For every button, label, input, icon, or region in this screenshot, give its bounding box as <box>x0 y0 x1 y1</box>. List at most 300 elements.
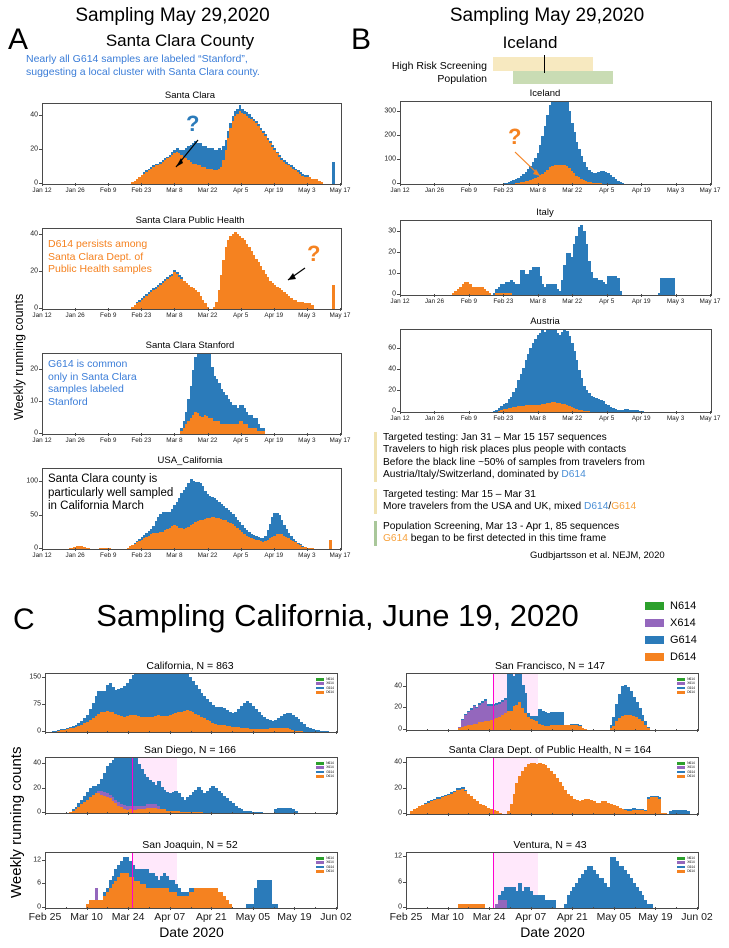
chart-title-a2: Santa Clara Public Health <box>135 215 245 226</box>
mini-legend-row <box>677 869 695 873</box>
x-tick-mark <box>108 433 109 436</box>
chart-title-a4: USA_California <box>157 455 223 466</box>
mini-legend-label: D614 <box>687 869 695 874</box>
bar-segment-x614 <box>95 888 98 900</box>
bar-segment-g614 <box>561 712 564 725</box>
x-tick-label: Mar 22 <box>197 312 218 319</box>
x-tick-mark <box>128 907 129 910</box>
x-minor-tick-mark <box>635 907 636 909</box>
y-tick-mark <box>397 348 400 349</box>
x-minor-tick-mark <box>191 731 192 733</box>
mini-legend-label: G614 <box>687 769 695 774</box>
x-tick-label: Apr 19 <box>264 312 284 319</box>
mini-legend-swatch <box>316 682 324 685</box>
bar-segment-g614 <box>260 128 263 130</box>
x-tick-mark <box>170 812 171 815</box>
x-tick-mark <box>141 308 142 311</box>
y-tick-label: 20 <box>30 365 38 373</box>
y-tick-label: 0 <box>34 179 38 187</box>
mini-legend-swatch <box>316 857 324 860</box>
mini-legend-label: G614 <box>687 864 695 869</box>
y-tick-label: 0 <box>37 808 41 816</box>
y-tick-mark <box>397 390 400 391</box>
x-tick-mark <box>469 411 470 414</box>
bar-segment-d614 <box>584 729 587 730</box>
x-minor-tick-mark <box>274 731 275 733</box>
bar-segment-g614 <box>278 155 281 157</box>
y-tick-mark <box>42 763 45 764</box>
chart-bar <box>481 904 484 908</box>
x-tick-mark <box>108 183 109 186</box>
mini-legend-swatch <box>316 861 324 864</box>
bar-segment-d614 <box>488 293 491 295</box>
mini-legend-swatch <box>316 762 324 765</box>
x-tick-mark <box>340 183 341 186</box>
x-tick-mark <box>141 548 142 551</box>
x-tick-label: Feb 9 <box>100 312 117 319</box>
x-tick-label: May 3 <box>298 552 316 559</box>
chart-bar <box>260 812 263 813</box>
mini-legend-swatch <box>316 771 324 774</box>
legend-label-d614: D614 <box>670 650 697 663</box>
x-tick-mark <box>572 729 573 732</box>
y-tick-label: 20 <box>394 703 402 711</box>
x-tick-mark <box>614 907 615 910</box>
chart-mini-legend <box>676 855 696 875</box>
legend-label-x614: X614 <box>670 616 696 629</box>
y-tick-label: 150 <box>29 673 41 681</box>
x-tick-mark <box>340 548 341 551</box>
chart-c6 <box>406 852 699 909</box>
x-tick-label: Jan 12 <box>32 312 52 319</box>
x-minor-tick-mark <box>315 907 316 909</box>
x-tick-mark <box>274 433 275 436</box>
chart-bar <box>488 293 491 295</box>
x-tick-mark <box>572 907 573 910</box>
x-minor-tick-mark <box>66 731 67 733</box>
x-tick-label: Apr 5 <box>233 187 249 194</box>
x-tick-label: Mar 22 <box>562 298 583 305</box>
textblock-2-accent <box>374 489 377 514</box>
x-tick-mark <box>469 183 470 186</box>
x-tick-mark <box>45 731 46 734</box>
legend-swatch-g614 <box>645 636 664 644</box>
x-minor-tick-mark <box>676 907 677 909</box>
x-minor-tick-mark <box>274 907 275 909</box>
x-tick-label: Apr 07 <box>154 911 186 923</box>
bar-segment-g614 <box>461 787 464 788</box>
tb2-line-1: Targeted testing: Mar 15 – Mar 31 <box>383 489 536 500</box>
panel-b-title: Iceland <box>502 33 558 52</box>
x-tick-label: Apr 19 <box>631 415 651 422</box>
bar-segment-d614 <box>262 431 265 434</box>
bar-segment-g614 <box>257 124 260 126</box>
x-tick-label: Feb 23 <box>131 187 152 194</box>
chart-title-a1: Santa Clara <box>164 90 216 101</box>
mini-legend-swatch <box>677 766 685 769</box>
high-risk-label-line2: Population <box>437 73 487 85</box>
mini-legend-swatch <box>677 861 685 864</box>
y-tick-label: 12 <box>33 856 41 864</box>
y-tick-label: 0 <box>398 809 402 817</box>
y-tick-mark <box>403 882 406 883</box>
x-tick-label: Jan 12 <box>32 187 52 194</box>
x-tick-mark <box>336 907 337 910</box>
panel-a-note-orange <box>48 238 152 276</box>
x-tick-label: Apr 21 <box>556 911 588 923</box>
x-tick-mark <box>448 907 449 910</box>
y-tick-label: 0 <box>34 544 38 552</box>
d614-token: D614 <box>561 469 586 481</box>
x-tick-label: Mar 10 <box>431 911 464 923</box>
mini-legend-label: N614 <box>326 856 334 860</box>
x-tick-mark <box>572 294 573 297</box>
x-minor-tick-mark <box>468 813 469 815</box>
panel-c-ylabel: Weekly running counts <box>8 746 25 898</box>
y-tick-label: 0 <box>392 179 396 187</box>
bar-segment-g614 <box>271 145 274 147</box>
y-tick-label: 12 <box>394 852 402 860</box>
x-tick-mark <box>697 907 698 910</box>
chart-bar <box>274 904 277 908</box>
x-tick-mark <box>141 433 142 436</box>
x-tick-mark <box>434 183 435 186</box>
x-tick-mark <box>170 907 171 910</box>
x-tick-mark <box>538 411 539 414</box>
tb2-line-2: More travelers from the USA and UK, mixed D614/G614 <box>383 501 637 513</box>
x-tick-mark <box>274 183 275 186</box>
y-tick-mark <box>397 231 400 232</box>
y-tick-mark <box>39 115 42 116</box>
chart-mini-legend <box>315 676 335 696</box>
mini-legend-row <box>677 774 695 778</box>
x-tick-label: May 17 <box>329 312 351 319</box>
x-tick-label: Feb 9 <box>100 187 117 194</box>
x-tick-label: Apr 5 <box>599 187 615 194</box>
x-tick-mark <box>340 433 341 436</box>
x-tick-label: Jan 12 <box>390 415 410 422</box>
x-tick-mark <box>307 548 308 551</box>
x-tick-mark <box>572 411 573 414</box>
x-tick-mark <box>174 433 175 436</box>
x-tick-mark <box>208 433 209 436</box>
x-tick-mark <box>641 294 642 297</box>
x-tick-label: May 17 <box>699 298 721 305</box>
x-tick-label: Feb 25 <box>389 911 423 923</box>
x-tick-mark <box>676 411 677 414</box>
bar-segment-g614 <box>524 693 527 713</box>
x-tick-label: Apr 19 <box>264 552 284 559</box>
y-tick-label: 75 <box>33 700 41 708</box>
chart-bar <box>658 797 661 814</box>
x-minor-tick-mark <box>635 729 636 731</box>
x-tick-label: Mar 22 <box>562 187 583 194</box>
x-tick-label: Apr 5 <box>233 437 249 444</box>
x-tick-mark <box>75 183 76 186</box>
chart-title-c5: Santa Clara Dept. of Public Health, N = 164 <box>448 744 652 756</box>
chart-title-a3: Santa Clara Stanford <box>145 340 235 351</box>
x-tick-mark <box>489 907 490 910</box>
x-tick-mark <box>241 433 242 436</box>
mini-legend-label: X614 <box>687 681 695 686</box>
y-tick-mark <box>39 149 42 150</box>
mini-legend-label: N614 <box>687 677 695 681</box>
panel-a-header: Sampling May 29,2020 <box>75 5 270 26</box>
x-tick-mark <box>538 294 539 297</box>
legend-row-g614 <box>645 632 697 647</box>
x-tick-mark <box>531 729 532 732</box>
bar-segment-g614 <box>484 699 487 701</box>
x-tick-label: Jan 12 <box>32 552 52 559</box>
tb1-line-3: Before the black line ~50% of samples from travelers from <box>383 456 645 468</box>
bar-segment-g614 <box>260 812 263 813</box>
x-tick-mark <box>75 548 76 551</box>
x-minor-tick-mark <box>427 813 428 815</box>
panel-c-title: Sampling California, June 19, 2020 <box>96 598 579 633</box>
y-tick-label: 0 <box>398 903 402 911</box>
x-tick-mark <box>434 411 435 414</box>
note-orange-line-2: Santa Clara Dept. of <box>48 250 144 263</box>
y-tick-mark <box>39 481 42 482</box>
x-minor-tick-mark <box>274 812 275 814</box>
bar-segment-g614 <box>262 131 265 133</box>
x-tick-label: Mar 10 <box>70 911 103 923</box>
y-tick-mark <box>39 271 42 272</box>
x-minor-tick-mark <box>593 907 594 909</box>
y-tick-label: 10 <box>30 397 38 405</box>
chart-bar <box>650 904 653 908</box>
x-tick-mark <box>531 907 532 910</box>
magenta-marker-line <box>493 853 494 908</box>
x-tick-mark <box>614 813 615 816</box>
panel-a-note-blue2 <box>48 358 137 408</box>
g614-token-1: G614 <box>611 501 637 513</box>
x-tick-mark <box>607 294 608 297</box>
x-tick-label: May 3 <box>666 298 685 305</box>
mini-legend-label: D614 <box>687 774 695 779</box>
tb1-line-1: Targeted testing: Jan 31 – Mar 15 157 sequences <box>383 432 607 443</box>
chart-b2 <box>400 220 712 296</box>
x-tick-label: Jan 12 <box>390 298 410 305</box>
x-tick-mark <box>448 813 449 816</box>
note-black-line-2: particularly well sampled <box>48 486 174 499</box>
x-tick-label: May 17 <box>699 187 721 194</box>
mini-legend-label: X614 <box>326 681 334 686</box>
x-tick-mark <box>572 183 573 186</box>
y-tick-mark <box>397 111 400 112</box>
x-tick-label: Apr 5 <box>233 312 249 319</box>
bar-segment-g614 <box>644 721 647 724</box>
mini-legend-label: D614 <box>326 869 334 874</box>
x-tick-label: Jan 26 <box>65 437 85 444</box>
x-tick-mark <box>42 548 43 551</box>
mini-legend-swatch <box>316 775 324 778</box>
textblock-3-accent <box>374 521 377 546</box>
x-tick-mark <box>655 907 656 910</box>
x-tick-mark <box>607 183 608 186</box>
y-tick-label: 0 <box>398 725 402 733</box>
x-tick-label: Apr 5 <box>233 552 249 559</box>
textblock-1-accent <box>374 432 377 482</box>
note-blue2-line-2: only in Santa Clara <box>48 370 137 383</box>
x-tick-mark <box>294 731 295 734</box>
y-tick-label: 40 <box>394 682 402 690</box>
x-tick-mark <box>406 729 407 732</box>
x-minor-tick-mark <box>149 907 150 909</box>
chart-title-b2: Italy <box>536 207 554 218</box>
x-tick-mark <box>710 183 711 186</box>
bar-segment-g614 <box>658 797 661 798</box>
mini-legend-swatch <box>677 771 685 774</box>
bar-segment-g614 <box>578 725 581 726</box>
y-tick-mark <box>39 369 42 370</box>
bar-segment-g614 <box>176 272 179 274</box>
y-tick-mark <box>397 252 400 253</box>
bar-segment-g614 <box>332 162 335 184</box>
mini-legend-row <box>316 869 334 873</box>
chart-title-c1: California, N = 863 <box>146 660 234 672</box>
x-tick-mark <box>141 183 142 186</box>
bar-segment-d614 <box>647 728 650 730</box>
x-tick-mark <box>42 183 43 186</box>
chart-title-c4: San Francisco, N = 147 <box>494 660 605 672</box>
x-tick-mark <box>406 813 407 816</box>
x-tick-mark <box>572 813 573 816</box>
x-minor-tick-mark <box>510 813 511 815</box>
x-tick-mark <box>641 411 642 414</box>
mini-legend-label: X614 <box>687 860 695 865</box>
chart-bar <box>687 811 690 814</box>
y-tick-label: 6 <box>37 879 41 887</box>
mini-legend-label: N614 <box>326 761 334 765</box>
x-tick-mark <box>42 308 43 311</box>
chart-c5 <box>406 757 699 815</box>
x-tick-mark <box>676 183 677 186</box>
x-minor-tick-mark <box>149 731 150 733</box>
mini-legend-swatch <box>677 870 685 873</box>
x-minor-tick-mark <box>107 731 108 733</box>
mini-legend-swatch <box>677 691 685 694</box>
x-tick-mark <box>406 907 407 910</box>
chart-bar <box>664 813 667 814</box>
x-tick-mark <box>208 308 209 311</box>
x-tick-mark <box>211 812 212 815</box>
x-tick-mark <box>128 812 129 815</box>
chart-mini-legend <box>315 855 335 875</box>
x-tick-mark <box>87 907 88 910</box>
x-minor-tick-mark <box>635 813 636 815</box>
x-tick-label: Apr 5 <box>599 298 615 305</box>
x-tick-mark <box>400 183 401 186</box>
high-risk-bar-green <box>513 71 613 84</box>
chart-bar <box>619 291 622 295</box>
y-tick-label: 20 <box>30 145 38 153</box>
chart-bar <box>553 900 556 908</box>
question-mark-a1: ? <box>186 111 200 136</box>
question-mark-a2: ? <box>307 241 321 266</box>
x-tick-mark <box>241 548 242 551</box>
chart-mini-legend <box>315 760 335 780</box>
y-tick-label: 20 <box>33 784 41 792</box>
x-tick-mark <box>42 433 43 436</box>
x-tick-label: Mar 8 <box>529 298 546 305</box>
x-tick-label: May 05 <box>596 911 632 923</box>
mini-legend-row <box>316 690 334 694</box>
y-tick-mark <box>397 135 400 136</box>
x-tick-mark <box>614 729 615 732</box>
panel-a-note-blue-line1: Nearly all G614 samples are labeled “Stanford”, <box>26 53 248 65</box>
mini-legend-label: D614 <box>326 690 334 695</box>
bar-segment-d614 <box>329 540 332 549</box>
x-tick-mark <box>211 907 212 910</box>
y-tick-label: 40 <box>30 111 38 119</box>
chart-title-c2: San Diego, N = 166 <box>144 744 236 756</box>
mini-legend-swatch <box>316 691 324 694</box>
panel-c-xlabel-left: Date 2020 <box>159 924 224 940</box>
mini-legend-swatch <box>677 857 685 860</box>
x-minor-tick-mark <box>107 907 108 909</box>
mini-legend-label: N614 <box>326 677 334 681</box>
x-tick-label: Mar 8 <box>166 437 183 444</box>
bar-segment-g614 <box>672 278 675 295</box>
bar-segment-g614 <box>553 900 556 908</box>
y-tick-mark <box>403 762 406 763</box>
x-tick-mark <box>253 907 254 910</box>
x-tick-label: Jan 26 <box>65 552 85 559</box>
y-tick-mark <box>42 704 45 705</box>
x-minor-tick-mark <box>107 812 108 814</box>
x-tick-label: May 17 <box>329 437 351 444</box>
chart-bar <box>584 729 587 730</box>
x-tick-label: May 17 <box>329 552 351 559</box>
panel-b-header: Sampling May 29,2020 <box>449 5 645 26</box>
x-tick-label: Mar 24 <box>472 911 506 923</box>
panel-letter-a: A <box>8 23 29 56</box>
panel-a-note-black <box>48 473 173 514</box>
y-tick-mark <box>42 677 45 678</box>
panel-b-citation: Gudbjartsson et al. NEJM, 2020 <box>530 550 665 561</box>
x-tick-mark <box>710 294 711 297</box>
y-tick-label: 50 <box>30 511 38 519</box>
x-tick-label: Jan 12 <box>390 187 410 194</box>
legend-label-n614: N614 <box>670 599 697 612</box>
high-risk-label-line1: High Risk Screening <box>391 60 487 72</box>
chart-title-c3: San Joaquin, N = 52 <box>142 839 238 851</box>
note-blue2-line-4: Stanford <box>48 395 88 408</box>
bar-segment-g614 <box>262 428 265 431</box>
y-tick-mark <box>397 369 400 370</box>
chart-bar <box>329 540 332 549</box>
mini-legend-swatch <box>677 678 685 681</box>
x-tick-mark <box>128 731 129 734</box>
x-tick-mark <box>655 729 656 732</box>
y-tick-label: 60 <box>388 344 396 352</box>
y-tick-label: 0 <box>34 429 38 437</box>
bar-segment-g614 <box>273 148 276 150</box>
mini-legend-swatch <box>677 866 685 869</box>
x-tick-label: Feb 23 <box>131 312 152 319</box>
bar-segment-g614 <box>264 134 267 136</box>
mini-legend-swatch <box>316 687 324 690</box>
bar-segment-g614 <box>464 790 467 791</box>
magenta-marker-line <box>493 758 494 814</box>
x-tick-mark <box>448 729 449 732</box>
bar-segment-g614 <box>473 705 476 706</box>
bar-segment-d614 <box>311 548 314 549</box>
y-tick-label: 0 <box>34 304 38 312</box>
x-tick-label: Feb 9 <box>100 552 117 559</box>
bar-segment-g614 <box>276 152 279 154</box>
